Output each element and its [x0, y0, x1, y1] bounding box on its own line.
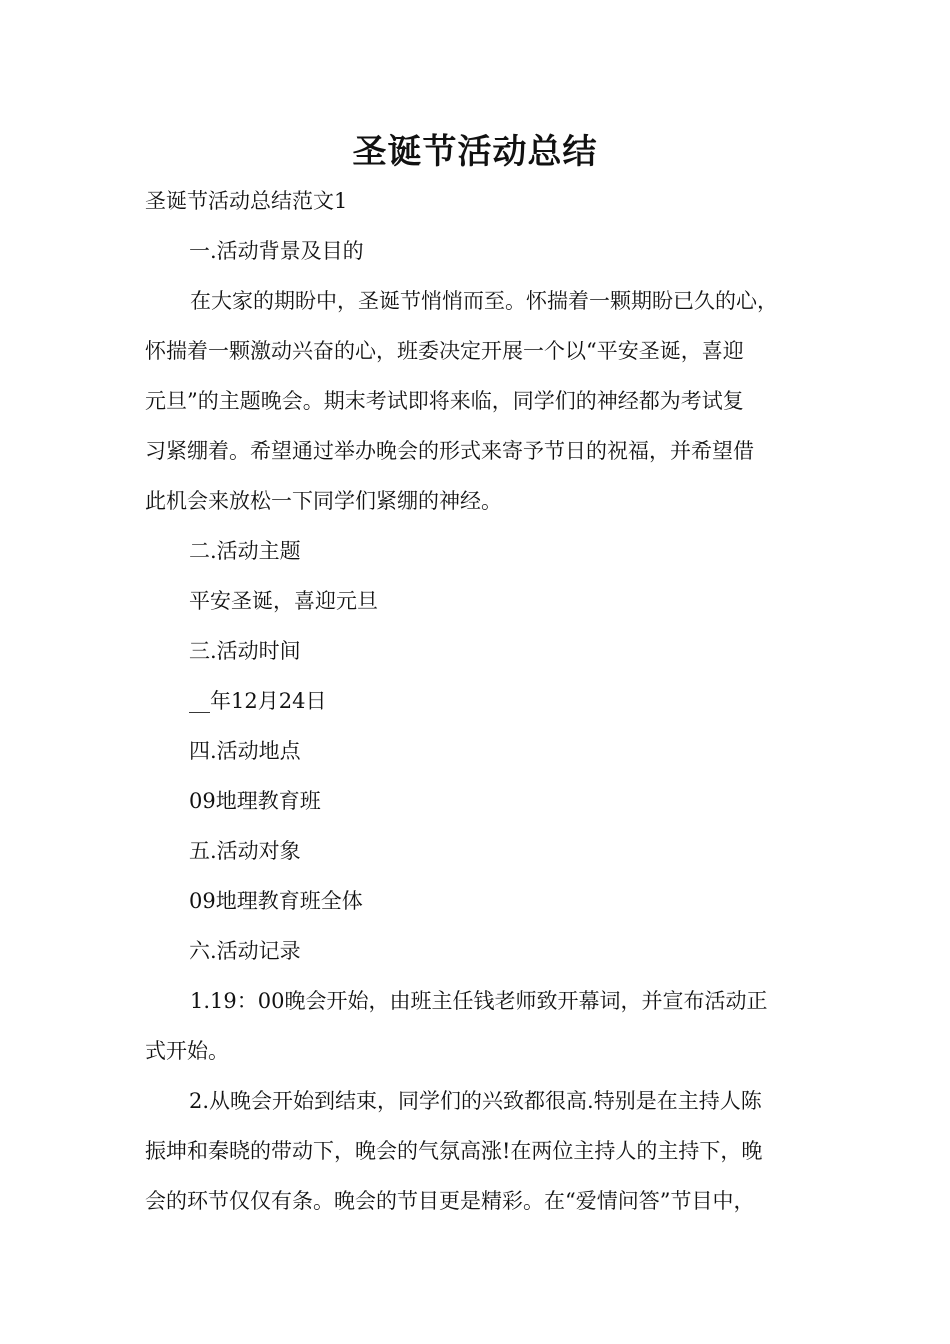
location-text: 09地理教育班: [189, 789, 321, 813]
record-line: 2.从晚会开始到结束，同学们的兴致都很高.特别是在主持人陈: [189, 1089, 762, 1113]
record-line: 振坤和秦晓的带动下，晚会的气氛高涨!在两位主持人的主持下，晚: [145, 1139, 763, 1163]
section-heading-time: 三.活动时间: [189, 639, 301, 663]
audience-text: 09地理教育班全体: [189, 889, 363, 913]
paragraph-line: 怀揣着一颗激动兴奋的心，班委决定开展一个以“平安圣诞，喜迎: [145, 339, 744, 363]
document-subtitle: 圣诞节活动总结范文1: [145, 189, 348, 213]
section-heading-theme: 二.活动主题: [189, 539, 301, 563]
section-heading-record: 六.活动记录: [189, 939, 301, 963]
record-line: 式开始。: [145, 1039, 229, 1063]
paragraph-line: 习紧绷着。希望通过举办晚会的形式来寄予节日的祝福，并希望借: [145, 439, 754, 463]
record-line: 会的环节仅仅有条。晚会的节目更是精彩。在“爱情问答”节目中，: [145, 1189, 755, 1213]
page-title: 圣诞节活动总结: [352, 132, 598, 172]
time-text: __年12月24日: [189, 689, 327, 713]
theme-text: 平安圣诞，喜迎元旦: [189, 589, 378, 613]
record-line: 1.19：00晚会开始，由班主任钱老师致开幕词，并宣布活动正: [190, 989, 768, 1013]
section-heading-audience: 五.活动对象: [189, 839, 301, 863]
section-heading-background: 一.活动背景及目的: [189, 239, 364, 263]
paragraph-line: 此机会来放松一下同学们紧绷的神经。: [145, 489, 502, 513]
section-heading-location: 四.活动地点: [189, 739, 301, 763]
paragraph-line: 在大家的期盼中，圣诞节悄悄而至。怀揣着一颗期盼已久的心，: [190, 289, 778, 313]
paragraph-line: 元旦”的主题晚会。期末考试即将来临，同学们的神经都为考试复: [145, 389, 744, 413]
